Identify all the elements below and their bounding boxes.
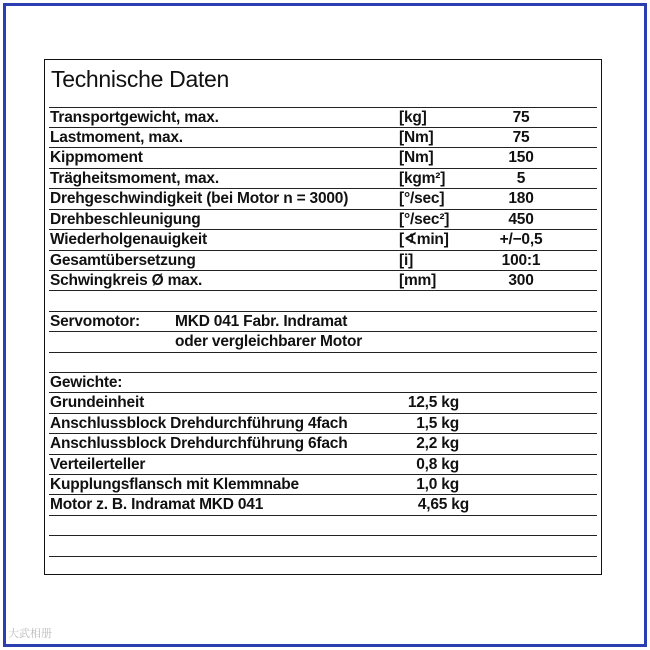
weight-label: Anschlussblock Drehdurchführung 4fach <box>50 415 348 432</box>
page-title: Technische Daten <box>51 66 230 92</box>
weight-label: Verteilerteller <box>50 456 146 473</box>
watermark: 大武相册 <box>8 627 52 640</box>
divider <box>49 209 597 210</box>
divider <box>49 270 597 271</box>
servomotor-line-1: MKD 041 Fabr. Indramat <box>175 313 348 330</box>
divider <box>49 454 597 455</box>
divider <box>49 556 597 557</box>
spec-label: Schwingkreis Ø max. <box>50 272 203 289</box>
spec-value: +/−0,5 <box>499 231 543 248</box>
spec-unit: [°/sec] <box>399 190 445 207</box>
weight-label: Anschlussblock Drehdurchführung 6fach <box>50 435 348 452</box>
divider <box>49 372 597 373</box>
datasheet-panel <box>44 59 602 575</box>
divider <box>49 474 597 475</box>
divider <box>49 535 597 536</box>
divider <box>49 107 597 108</box>
servomotor-line-2: oder vergleichbarer Motor <box>175 333 363 350</box>
weight-label: Motor z. B. Indramat MKD 041 <box>50 496 264 513</box>
divider <box>49 494 597 495</box>
divider <box>49 290 597 291</box>
divider <box>49 515 597 516</box>
weight-value: 0,8 kg <box>416 456 459 473</box>
divider <box>49 147 597 148</box>
spec-label: Wiederholgenauigkeit <box>50 231 207 248</box>
weight-label: Grundeinheit <box>50 394 145 411</box>
divider <box>49 188 597 189</box>
spec-value: 300 <box>508 272 534 289</box>
divider <box>49 392 597 393</box>
divider <box>49 352 597 353</box>
weight-label: Kupplungsflansch mit Klemmnabe <box>50 476 299 493</box>
spec-unit: [Nm] <box>399 129 434 146</box>
spec-unit: [kg] <box>399 109 427 126</box>
spec-value: 75 <box>512 109 530 126</box>
weight-value: 1,5 kg <box>416 415 459 432</box>
spec-unit: [°/sec²] <box>399 211 450 228</box>
divider <box>49 331 597 332</box>
spec-label: Lastmoment, max. <box>50 129 183 146</box>
spec-label: Drehgeschwindigkeit (bei Motor n = 3000) <box>50 190 349 207</box>
divider <box>49 433 597 434</box>
divider <box>49 168 597 169</box>
weight-value: 12,5 kg <box>407 394 459 411</box>
spec-label: Kippmoment <box>50 149 143 166</box>
servomotor-label: Servomotor: <box>50 313 140 330</box>
weights-heading: Gewichte: <box>50 374 123 391</box>
spec-label: Gesamtübersetzung <box>50 252 196 269</box>
spec-unit: [Nm] <box>399 149 434 166</box>
divider <box>49 127 597 128</box>
spec-label: Trägheitsmoment, max. <box>50 170 219 187</box>
divider <box>49 413 597 414</box>
spec-unit: [kgm²] <box>399 170 446 187</box>
divider <box>49 311 597 312</box>
spec-unit: [mm] <box>399 272 437 289</box>
weight-value: 1,0 kg <box>416 476 459 493</box>
spec-unit: [i] <box>399 252 414 269</box>
spec-value: 180 <box>508 190 534 207</box>
spec-value: 150 <box>508 149 534 166</box>
spec-value: 75 <box>512 129 530 146</box>
weight-value: 4,65 kg <box>417 496 469 513</box>
spec-value: 100:1 <box>501 252 541 269</box>
spec-label: Drehbeschleunigung <box>50 211 201 228</box>
spec-label: Transportgewicht, max. <box>50 109 219 126</box>
spec-unit: [∢min] <box>399 231 449 248</box>
weight-value: 2,2 kg <box>416 435 459 452</box>
spec-value: 5 <box>516 170 526 187</box>
divider <box>49 250 597 251</box>
spec-value: 450 <box>508 211 534 228</box>
divider <box>49 229 597 230</box>
